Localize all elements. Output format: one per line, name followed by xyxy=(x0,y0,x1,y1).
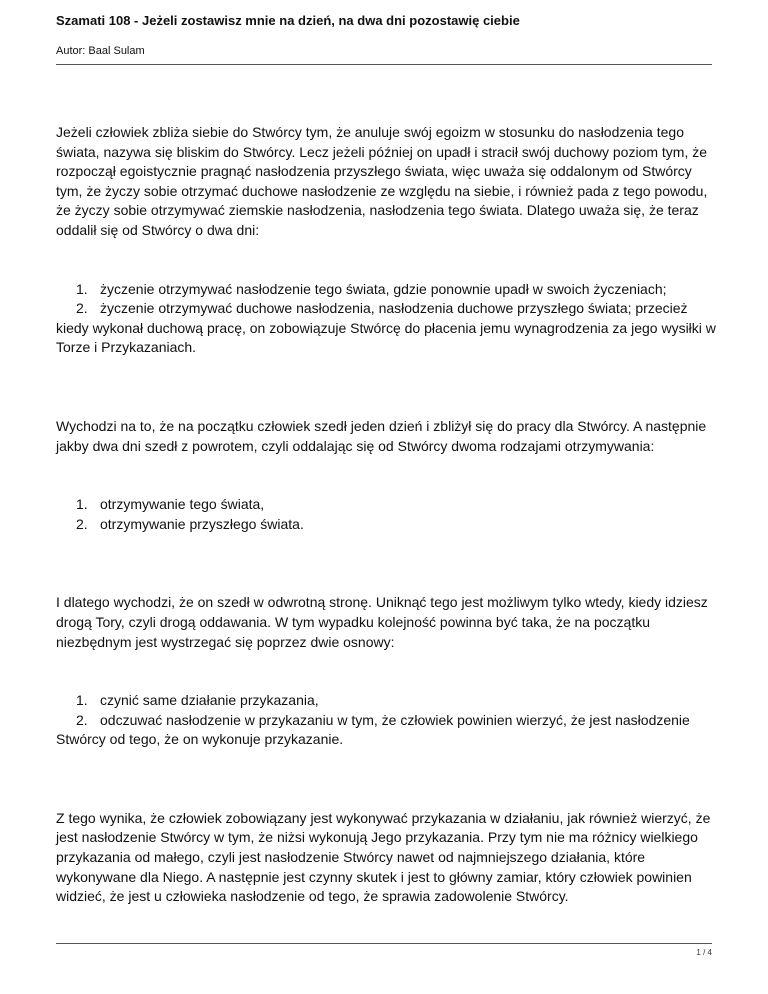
list-1 xyxy=(56,280,716,358)
list-item xyxy=(56,299,716,358)
list-text: życzenie otrzymywać duchowe nasłodzenia, nasłodzenia duchowe przyszłego świata; przecież kiedy wykonał duchową pracę, on zobowiązuje Stwórcę do płacenia jemu wynagrodzenia za jego wysiłki w Torze i Przykazaniach. xyxy=(56,300,716,356)
list-item xyxy=(56,495,716,515)
list-3 xyxy=(56,691,716,750)
document-author: Autor: Baal Sulam xyxy=(56,45,145,57)
list-item xyxy=(56,691,716,711)
spacer xyxy=(56,241,716,280)
list-item xyxy=(56,711,716,750)
list-text: otrzymywanie przyszłego świata. xyxy=(100,515,304,532)
list-number: 2. xyxy=(76,515,88,532)
document-title: Szamati 108 - Jeżeli zostawisz mnie na dzień, na dwa dni pozostawię ciebie xyxy=(56,13,520,28)
list-2 xyxy=(56,495,716,534)
list-text: czynić same działanie przykazania, xyxy=(100,692,319,709)
list-number: 1. xyxy=(76,496,88,513)
spacer xyxy=(56,750,716,809)
footer-divider xyxy=(56,943,712,944)
page-number: 1 / 4 xyxy=(696,948,712,957)
list-number: 2. xyxy=(76,300,88,317)
list-item xyxy=(56,280,716,300)
spacer xyxy=(56,652,716,691)
list-text: odczuwać nasłodzenie w przykazaniu w tym, że człowiek powinien wierzyć, że jest nasłodzenie Stwórcy od tego, że on wykonuje przykazanie. xyxy=(56,711,690,748)
paragraph-4: Z tego wynika, że człowiek zobowiązany jest wykonywać przykazania w działaniu, jak również wierzyć, że jest nasłodzenie Stwórcy w tym, że niżsi wykonują Jego przykazania. Przy tym nie ma różnicy wielkiego przykazania od małego, czyli jest nasłodzenie Stwórcy nawet od najmniejszego działania, które wykonywane dla Niego. A następnie jest czynny skutek i jest to główny zamiar, który człowiek powinien widzieć, że jest u człowieka nasłodzenie od tego, że sprawia zadowolenie Stwórcy. xyxy=(56,809,711,905)
list-item xyxy=(56,515,716,535)
paragraph-2: Wychodzi na to, że na początku człowiek szedł jeden dzień i zbliżył się do pracy dla Stwórcy. A następnie jakby dwa dni szedł z powrotem, czyli oddalając się od Stwórcy dwoma rodzajami otrzymywania: xyxy=(56,417,707,454)
spacer xyxy=(56,534,716,593)
list-number: 1. xyxy=(76,280,88,297)
list-text: otrzymywanie tego świata, xyxy=(100,496,265,513)
list-text: życzenie otrzymywać nasłodzenie tego świata, gdzie ponownie upadł w swoich życzeniach; xyxy=(100,280,667,297)
header-divider xyxy=(56,64,712,65)
document-body xyxy=(56,123,716,907)
paragraph-1: Jeżeli człowiek zbliża siebie do Stwórcy tym, że anuluje swój egoizm w stosunku do nasłodzenia tego świata, nazywa się bliskim do Stwórcy. Lecz jeżeli później on upadł i stracił swój duchowy poziom tym, że rozpoczął egoistycznie pragnąć nasłodzenia przyszłego świata, więc uważa się oddalonym od Stwórcy tym, że życzy sobie otrzymać duchowe nasłodzenie ze względu na siebie, i również pada z tego powodu, że życzy sobie otrzymywać ziemskie nasłodzenia, nasłodzenia tego świata. Dlatego uważa się, że teraz oddalił się od Stwórcy o dwa dni: xyxy=(56,124,708,238)
spacer xyxy=(56,456,716,495)
paragraph-3: I dlatego wychodzi, że on szedł w odwrotną stronę. Uniknąć tego jest możliwym tylko wtedy, kiedy idziesz drogą Tory, czyli drogą oddawania. W tym wypadku kolejność powinna być taka, że na początku niezbędnym jest wystrzegać się poprzez dwie osnowy: xyxy=(56,594,708,650)
list-number: 1. xyxy=(76,692,88,709)
list-number: 2. xyxy=(76,711,88,728)
spacer xyxy=(56,358,716,417)
